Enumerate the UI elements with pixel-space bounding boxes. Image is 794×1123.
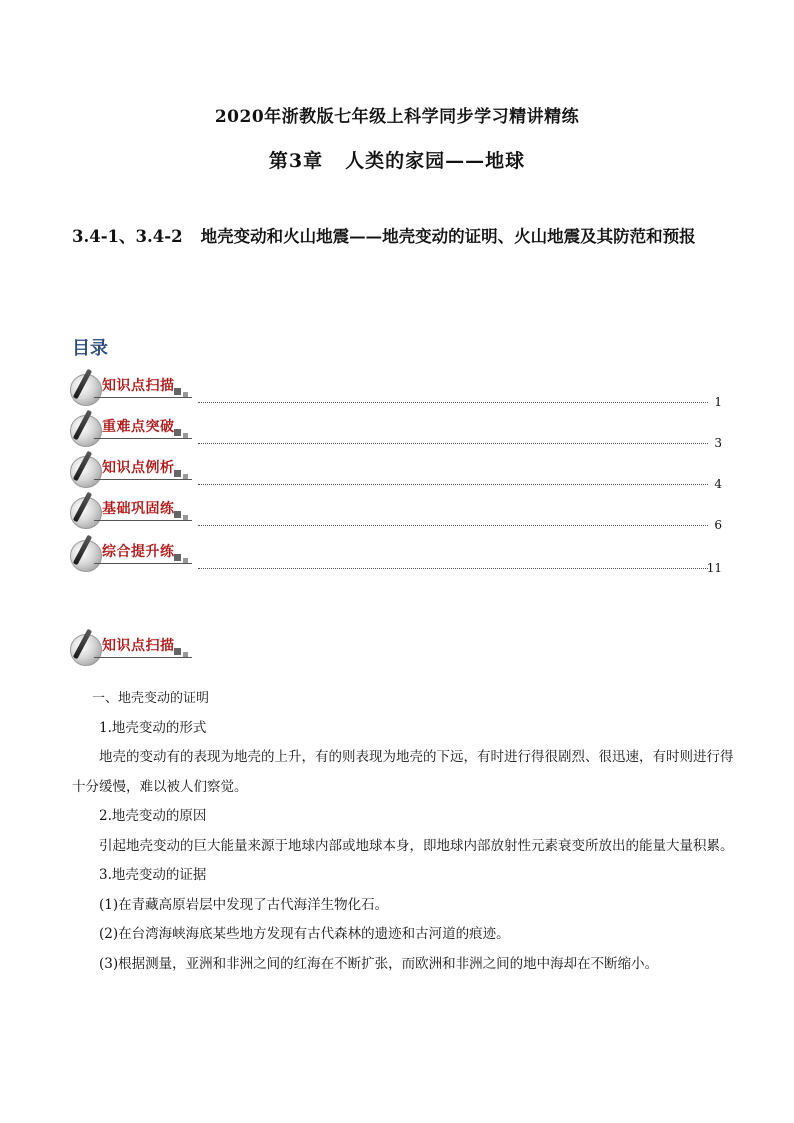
square-icon: [174, 429, 181, 436]
section-name: 地壳变动和火山地震——地壳变动的证明、火山地震及其防范和预报: [200, 227, 696, 246]
toc-page-number: 3: [714, 436, 722, 450]
badge-underline: [94, 520, 192, 521]
toc-badge: [70, 372, 194, 404]
section-title: [72, 215, 732, 258]
toc-item-basic-practice[interactable]: [70, 495, 722, 532]
toc-item-key-difficulties[interactable]: [70, 413, 722, 450]
subheading-evidence: 3.地壳变动的证据: [99, 867, 207, 883]
toc-item-label: 知识点扫描: [102, 378, 175, 394]
toc-leader: [198, 402, 708, 403]
toc-badge: [70, 454, 194, 486]
toc-heading: 目录: [72, 338, 108, 359]
toc-item-label: 综合提升练: [102, 544, 175, 560]
toc-badge: [70, 413, 194, 445]
paragraph-forms: 地壳的变动有的表现为地壳的上升，有的则表现为地壳的下远，有时进行得很剧烈、很迅速，有时则进行得十分缓慢，难以被人们察觉。: [72, 749, 734, 795]
square-icon: [174, 648, 181, 655]
square-icon: [174, 554, 181, 561]
section-badge-knowledge-scan: [70, 632, 200, 664]
badge-underline: [94, 479, 192, 480]
toc-item-examples[interactable]: [70, 454, 722, 491]
subheading-forms: 1.地壳变动的形式: [99, 719, 207, 736]
chapter-title: [0, 146, 794, 173]
document-title: 2020年浙教版七年级上科学同步学习精讲精练: [214, 107, 580, 127]
content-heading: 一、地壳变动的证明: [92, 691, 210, 706]
square-icon: [174, 388, 181, 395]
toc-leader: [198, 443, 708, 444]
toc-item-label: 知识点例析: [102, 460, 175, 476]
square-icon: [174, 511, 181, 518]
square-icon: [183, 392, 188, 397]
toc-page-number: 6: [714, 518, 722, 532]
toc-leader: [198, 484, 708, 485]
toc-badge: [70, 495, 194, 527]
evidence-item: (2)在台湾海峡海底某些地方发现有古代森林的遗迹和古河道的痕迹。: [99, 926, 510, 942]
chapter-name: 人类的家园——地球: [345, 150, 526, 172]
toc-page-number: 11: [706, 561, 722, 575]
chapter-number: 第3章: [268, 150, 324, 172]
toc-page-number: 1: [714, 395, 722, 409]
evidence-item: (1)在青藏高原岩层中发现了古代海洋生物化石。: [99, 896, 389, 913]
badge-underline: [94, 657, 192, 658]
toc-item-label: 重难点突破: [102, 419, 175, 435]
square-icon: [183, 652, 188, 657]
toc-leader: [198, 568, 708, 569]
badge-underline: [94, 563, 192, 564]
paragraph-causes: 引起地壳变动的巨大能量来源于地球内部或地球本身，即地球内部放射性元素衰变所放出的能量大量积累。: [99, 837, 734, 854]
content-body: [72, 684, 736, 979]
square-icon: [183, 515, 188, 520]
toc-item-advanced-practice[interactable]: [70, 538, 722, 575]
toc-item-knowledge-scan[interactable]: [70, 372, 722, 409]
section-badge-label: 知识点扫描: [102, 638, 175, 654]
square-icon: [174, 470, 181, 477]
badge-underline: [94, 438, 192, 439]
toc-page-number: 4: [714, 477, 722, 491]
square-icon: [183, 433, 188, 438]
toc-item-label: 基础巩固练: [102, 501, 175, 517]
section-code: 3.4-1、3.4-2: [72, 227, 183, 246]
toc-leader: [198, 525, 708, 526]
toc-badge: [70, 538, 194, 570]
section-badge: [70, 632, 194, 664]
square-icon: [183, 558, 188, 563]
badge-underline: [94, 397, 192, 398]
evidence-item: (3)根据测量，亚洲和非洲之间的红海在不断扩张，而欧洲和非洲之间的地中海却在不断缩小。: [99, 955, 659, 972]
subheading-causes: 2.地壳变动的原因: [99, 808, 207, 824]
square-icon: [183, 474, 188, 479]
